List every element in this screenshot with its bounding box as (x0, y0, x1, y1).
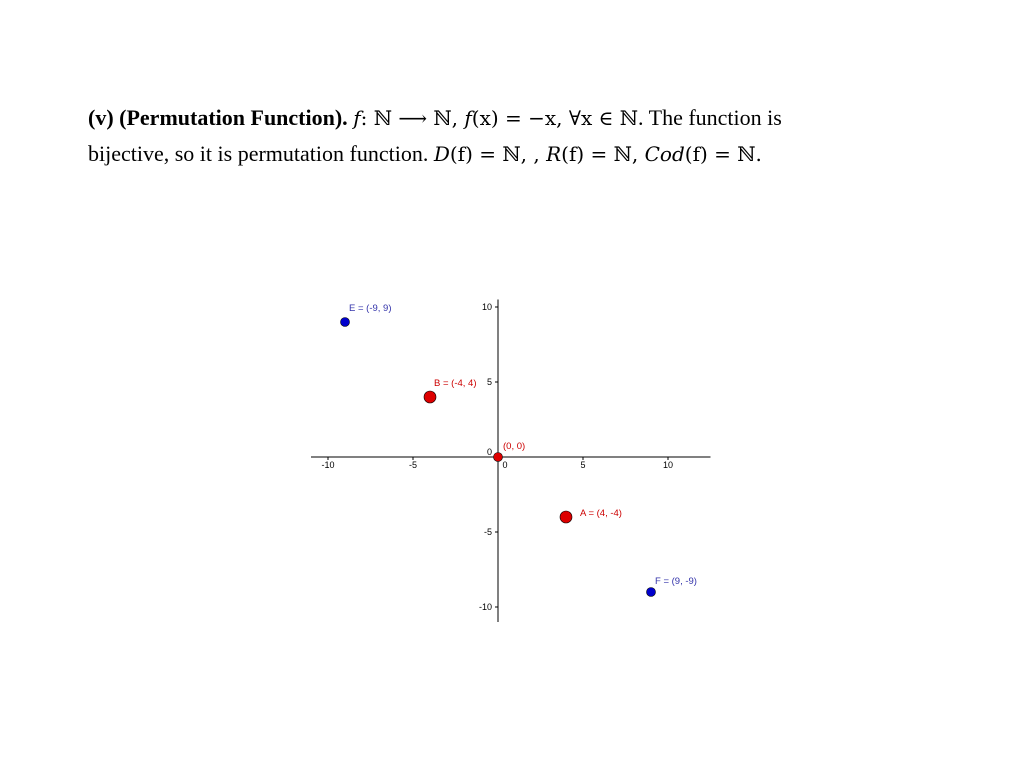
point-label: E = (-9, 9) (349, 303, 392, 314)
data-point (341, 318, 350, 327)
point-label: A = (4, -4) (580, 508, 622, 519)
y-tick-label: -10 (478, 602, 492, 612)
data-point (494, 453, 503, 462)
range-symbol: R (546, 142, 562, 166)
domain-symbol: D (433, 142, 450, 166)
y-tick-label: 5 (486, 377, 492, 387)
data-point (424, 391, 436, 403)
bijective-statement: bijective, so it is permutation function. (88, 141, 434, 166)
codomain-symbol: Cod (644, 142, 685, 166)
x-tick-label: 5 (580, 460, 586, 470)
point-label: F = (9, -9) (655, 576, 697, 587)
function-symbol: f (353, 106, 361, 130)
x-tick-label: 0 (502, 460, 508, 470)
codomain-equation: (f) = ℕ. (684, 142, 762, 166)
x-tick-label: -10 (321, 460, 335, 470)
y-tick-label: 0 (486, 447, 492, 457)
x-tick-label: -5 (408, 460, 418, 470)
line1-tail: . The function is (638, 105, 782, 130)
data-point (647, 588, 656, 597)
function-symbol-applied: f (464, 106, 472, 130)
range-equation: (f) = ℕ, (561, 142, 645, 166)
point-label: (0, 0) (503, 441, 526, 452)
y-tick-label: 10 (481, 302, 492, 312)
function-mapping: : ℕ ⟶ ℕ, (360, 106, 465, 130)
domain-equation: (f) = ℕ, , (449, 142, 547, 166)
data-point (560, 511, 572, 523)
x-tick-label: 10 (662, 460, 674, 470)
function-rule: (x) = −x, ∀x ∈ ℕ (471, 106, 639, 130)
section-label: (v) (Permutation Function). (88, 105, 348, 130)
point-label: B = (-4, 4) (434, 378, 477, 389)
y-tick-label: -5 (483, 527, 492, 537)
